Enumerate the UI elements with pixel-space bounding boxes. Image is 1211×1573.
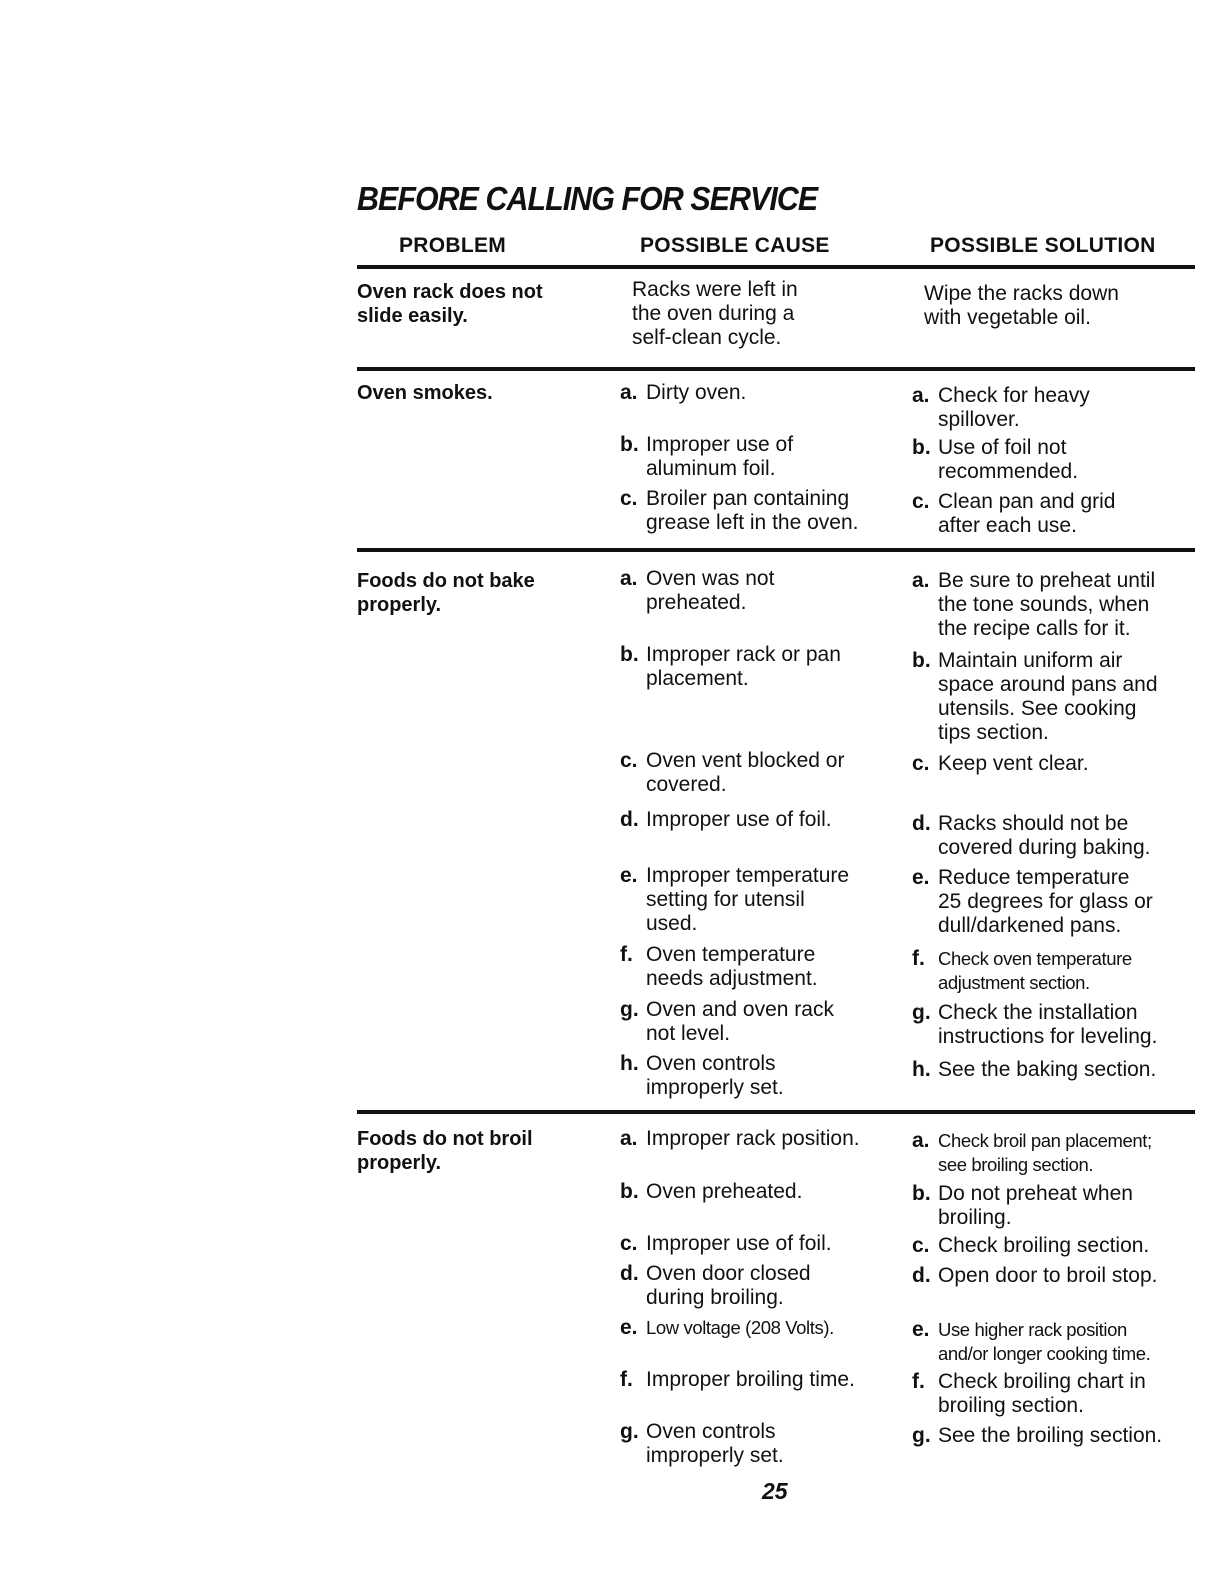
solution-item: b. Maintain uniform air space around pans and utensils. See cooking tips section. — [912, 649, 1158, 744]
solution-item: f. Check oven temperature adjustment section. — [912, 947, 1132, 993]
cause-item: d. Oven door closed during broiling. — [620, 1262, 811, 1309]
solution-item: f. Check broiling chart in broiling section. — [912, 1370, 1146, 1417]
column-header-problem: PROBLEM — [399, 234, 507, 257]
page-number: 25 — [762, 1478, 788, 1504]
cause-item: g. Oven controls improperly set. — [620, 1420, 784, 1467]
solution-item: a. Be sure to preheat until the tone sounds, when the recipe calls for it. — [912, 569, 1156, 640]
column-header-solution: POSSIBLE SOLUTION — [930, 234, 1156, 257]
section-divider — [357, 367, 1195, 371]
cause-item: d. Improper use of foil. — [620, 808, 832, 831]
cause-item: c. Oven vent blocked or covered. — [620, 749, 845, 796]
cause-item: e. Low voltage (208 Volts). — [620, 1316, 834, 1339]
cause-item: Racks were left in the oven during a self-clean cycle. — [632, 278, 798, 349]
solution-item: Wipe the racks down with vegetable oil. — [924, 282, 1119, 329]
solution-item: h. See the baking section. — [912, 1058, 1157, 1081]
cause-item: f. Improper broiling time. — [620, 1368, 855, 1391]
solution-item: g. Check the installation instructions for leveling. — [912, 1001, 1158, 1048]
solution-item: e. Reduce temperature 25 degrees for glass or dull/darkened pans. — [912, 866, 1153, 937]
cause-item: b. Oven preheated. — [620, 1180, 803, 1203]
header-rule — [357, 265, 1195, 269]
solution-item: a. Check broil pan placement; see broiling section. — [912, 1129, 1152, 1175]
cause-item: b. Improper rack or pan placement. — [620, 643, 841, 690]
cause-item: f. Oven temperature needs adjustment. — [620, 943, 818, 990]
solution-item: a. Check for heavy spillover. — [912, 384, 1090, 431]
solution-item: c. Clean pan and grid after each use. — [912, 490, 1116, 537]
cause-item: c. Improper use of foil. — [620, 1232, 832, 1255]
solution-item: e. Use higher rack position and/or longer cooking time. — [912, 1318, 1151, 1364]
cause-item: a. Dirty oven. — [620, 381, 747, 404]
cause-item: a. Oven was not preheated. — [620, 567, 775, 614]
problem-rack-slide: Oven rack does not slide easily. — [357, 281, 543, 327]
problem-foods-broil: Foods do not broil properly. — [357, 1128, 533, 1174]
solution-item: d. Open door to broil stop. — [912, 1264, 1158, 1287]
section-divider — [357, 1110, 1195, 1114]
cause-item: g. Oven and oven rack not level. — [620, 998, 834, 1045]
problem-oven-smokes: Oven smokes. — [357, 382, 493, 404]
cause-item: b. Improper use of aluminum foil. — [620, 433, 794, 480]
cause-item: c. Broiler pan containing grease left in the oven. — [620, 487, 859, 534]
page-title: BEFORE CALLING FOR SERVICE — [357, 180, 818, 217]
solution-item: d. Racks should not be covered during baking. — [912, 812, 1151, 859]
solution-item: c. Check broiling section. — [912, 1234, 1150, 1257]
solution-item: b. Do not preheat when broiling. — [912, 1182, 1133, 1229]
solution-item: b. Use of foil not recommended. — [912, 436, 1079, 483]
section-divider — [357, 548, 1195, 552]
column-header-cause: POSSIBLE CAUSE — [640, 234, 830, 257]
solution-item: g. See the broiling section. — [912, 1424, 1163, 1447]
problem-foods-bake: Foods do not bake properly. — [357, 570, 535, 616]
cause-item: e. Improper temperature setting for utensil used. — [620, 864, 850, 935]
solution-item: c. Keep vent clear. — [912, 752, 1089, 775]
cause-item: h. Oven controls improperly set. — [620, 1052, 784, 1099]
cause-item: a. Improper rack position. — [620, 1127, 860, 1150]
